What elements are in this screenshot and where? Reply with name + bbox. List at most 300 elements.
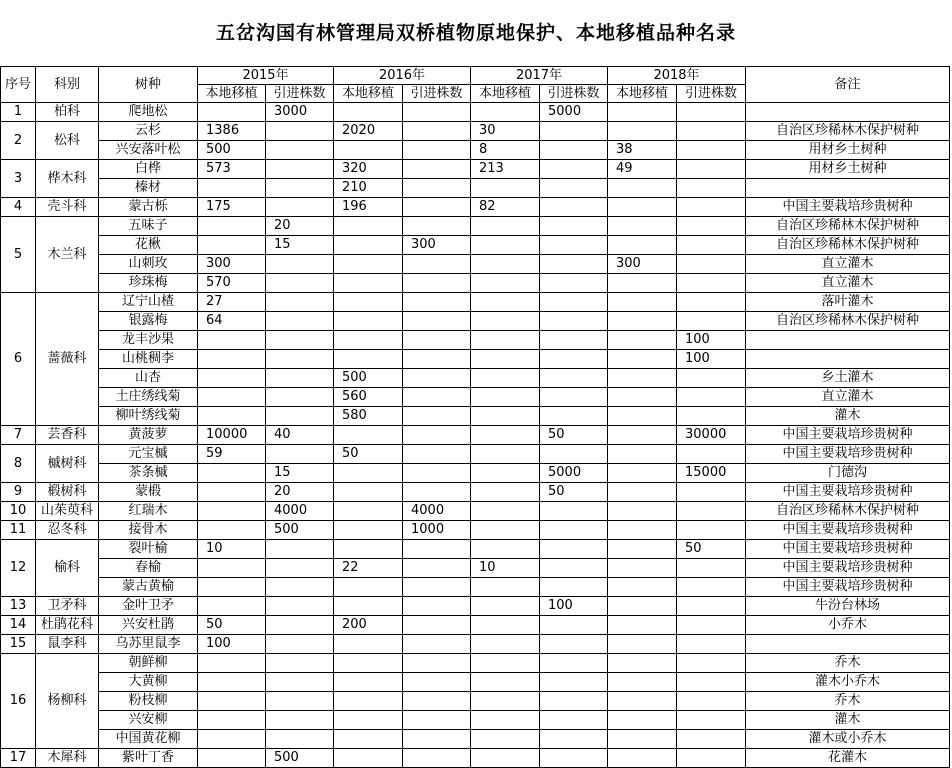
intro-count-cell bbox=[677, 502, 746, 521]
table-row bbox=[1, 483, 950, 502]
intro-count-cell bbox=[677, 673, 746, 692]
species-cell: 中国黄花柳 bbox=[99, 730, 198, 749]
header-year-2015: 2015年 bbox=[198, 67, 334, 85]
seq-cell: 5 bbox=[1, 217, 36, 293]
local-count-cell bbox=[334, 730, 403, 749]
local-count-cell: 500 bbox=[334, 369, 403, 388]
intro-count-cell bbox=[540, 388, 608, 407]
intro-count-cell bbox=[677, 654, 746, 673]
table-row bbox=[1, 711, 950, 730]
local-count-cell: 320 bbox=[334, 160, 403, 179]
family-cell: 槭树科 bbox=[36, 445, 99, 483]
table-row bbox=[1, 122, 950, 141]
local-count-cell bbox=[608, 578, 677, 597]
local-count-cell bbox=[334, 711, 403, 730]
intro-count-cell bbox=[403, 654, 471, 673]
species-cell: 五味子 bbox=[99, 217, 198, 236]
header-intro: 引进株数 bbox=[403, 85, 471, 103]
intro-count-cell bbox=[403, 198, 471, 217]
intro-count-cell bbox=[540, 711, 608, 730]
local-count-cell bbox=[198, 654, 266, 673]
note-cell: 中国主要栽培珍贵树种 bbox=[746, 578, 950, 597]
intro-count-cell bbox=[540, 217, 608, 236]
local-count-cell: 2020 bbox=[334, 122, 403, 141]
note-cell: 门德沟 bbox=[746, 464, 950, 483]
local-count-cell bbox=[608, 464, 677, 483]
header-year-2016: 2016年 bbox=[334, 67, 471, 85]
note-cell: 乔木 bbox=[746, 692, 950, 711]
table-row bbox=[1, 616, 950, 635]
note-cell: 直立灌木 bbox=[746, 388, 950, 407]
intro-count-cell: 100 bbox=[677, 350, 746, 369]
table-row bbox=[1, 179, 950, 198]
intro-count-cell bbox=[266, 635, 334, 654]
local-count-cell bbox=[471, 426, 540, 445]
intro-count-cell bbox=[266, 331, 334, 350]
local-count-cell: 560 bbox=[334, 388, 403, 407]
intro-count-cell bbox=[266, 388, 334, 407]
intro-count-cell bbox=[677, 521, 746, 540]
table-row bbox=[1, 673, 950, 692]
note-cell: 中国主要栽培珍贵树种 bbox=[746, 540, 950, 559]
seq-cell: 4 bbox=[1, 198, 36, 217]
local-count-cell: 10000 bbox=[198, 426, 266, 445]
local-count-cell bbox=[608, 103, 677, 122]
intro-count-cell bbox=[266, 654, 334, 673]
local-count-cell bbox=[334, 103, 403, 122]
intro-count-cell bbox=[403, 274, 471, 293]
local-count-cell bbox=[334, 141, 403, 160]
local-count-cell bbox=[471, 350, 540, 369]
species-cell: 山刺玫 bbox=[99, 255, 198, 274]
table-row bbox=[1, 559, 950, 578]
note-cell: 中国主要栽培珍贵树种 bbox=[746, 521, 950, 540]
intro-count-cell bbox=[540, 502, 608, 521]
table-row bbox=[1, 654, 950, 673]
table-row bbox=[1, 331, 950, 350]
intro-count-cell bbox=[540, 540, 608, 559]
note-cell: 用材乡土树种 bbox=[746, 160, 950, 179]
intro-count-cell: 4000 bbox=[266, 502, 334, 521]
species-cell: 云杉 bbox=[99, 122, 198, 141]
seq-cell: 8 bbox=[1, 445, 36, 483]
local-count-cell bbox=[471, 749, 540, 768]
local-count-cell bbox=[608, 407, 677, 426]
intro-count-cell bbox=[266, 160, 334, 179]
family-cell: 桦木科 bbox=[36, 160, 99, 198]
local-count-cell bbox=[198, 711, 266, 730]
local-count-cell: 64 bbox=[198, 312, 266, 331]
intro-count-cell bbox=[403, 483, 471, 502]
local-count-cell bbox=[198, 673, 266, 692]
intro-count-cell bbox=[266, 350, 334, 369]
intro-count-cell bbox=[540, 730, 608, 749]
species-cell: 茶条槭 bbox=[99, 464, 198, 483]
intro-count-cell bbox=[266, 293, 334, 312]
note-cell: 灌木 bbox=[746, 711, 950, 730]
table-row bbox=[1, 597, 950, 616]
local-count-cell bbox=[608, 122, 677, 141]
header-species: 树种 bbox=[99, 67, 198, 103]
table-body bbox=[1, 67, 950, 768]
family-cell: 忍冬科 bbox=[36, 521, 99, 540]
intro-count-cell bbox=[540, 445, 608, 464]
intro-count-cell bbox=[266, 597, 334, 616]
intro-count-cell bbox=[677, 293, 746, 312]
note-cell: 中国主要栽培珍贵树种 bbox=[746, 198, 950, 217]
local-count-cell bbox=[334, 521, 403, 540]
note-cell: 用材乡土树种 bbox=[746, 141, 950, 160]
local-count-cell bbox=[334, 464, 403, 483]
local-count-cell bbox=[198, 331, 266, 350]
local-count-cell bbox=[198, 407, 266, 426]
intro-count-cell bbox=[266, 122, 334, 141]
species-cell: 辽宁山楂 bbox=[99, 293, 198, 312]
intro-count-cell bbox=[403, 673, 471, 692]
species-cell: 花楸 bbox=[99, 236, 198, 255]
intro-count-cell bbox=[266, 445, 334, 464]
local-count-cell bbox=[608, 635, 677, 654]
note-cell bbox=[746, 331, 950, 350]
table-row bbox=[1, 369, 950, 388]
intro-count-cell bbox=[677, 597, 746, 616]
local-count-cell: 59 bbox=[198, 445, 266, 464]
local-count-cell bbox=[608, 483, 677, 502]
table-row bbox=[1, 255, 950, 274]
intro-count-cell bbox=[266, 407, 334, 426]
local-count-cell bbox=[608, 730, 677, 749]
seq-cell: 2 bbox=[1, 122, 36, 160]
species-cell: 大黄柳 bbox=[99, 673, 198, 692]
local-count-cell bbox=[608, 236, 677, 255]
table-row bbox=[1, 141, 950, 160]
intro-count-cell: 4000 bbox=[403, 502, 471, 521]
species-cell: 元宝槭 bbox=[99, 445, 198, 464]
header-local: 本地移植 bbox=[198, 85, 266, 103]
family-cell: 鼠李科 bbox=[36, 635, 99, 654]
species-cell: 蒙椴 bbox=[99, 483, 198, 502]
species-cell: 紫叶丁香 bbox=[99, 749, 198, 768]
species-cell: 兴安柳 bbox=[99, 711, 198, 730]
intro-count-cell bbox=[677, 255, 746, 274]
intro-count-cell bbox=[540, 122, 608, 141]
intro-count-cell: 500 bbox=[266, 749, 334, 768]
table-row bbox=[1, 464, 950, 483]
intro-count-cell bbox=[266, 673, 334, 692]
local-count-cell: 30 bbox=[471, 122, 540, 141]
local-count-cell: 200 bbox=[334, 616, 403, 635]
header-year-2018: 2018年 bbox=[608, 67, 746, 85]
note-cell bbox=[746, 179, 950, 198]
local-count-cell bbox=[471, 179, 540, 198]
intro-count-cell: 15000 bbox=[677, 464, 746, 483]
species-cell: 粉枝柳 bbox=[99, 692, 198, 711]
seq-cell: 16 bbox=[1, 654, 36, 749]
table-row bbox=[1, 426, 950, 445]
note-cell: 直立灌木 bbox=[746, 274, 950, 293]
intro-count-cell bbox=[266, 692, 334, 711]
table-row bbox=[1, 730, 950, 749]
intro-count-cell bbox=[266, 198, 334, 217]
local-count-cell bbox=[198, 730, 266, 749]
species-cell: 春榆 bbox=[99, 559, 198, 578]
local-count-cell: 50 bbox=[334, 445, 403, 464]
species-cell: 乌苏里鼠李 bbox=[99, 635, 198, 654]
intro-count-cell bbox=[403, 578, 471, 597]
seq-cell: 9 bbox=[1, 483, 36, 502]
header-family: 科别 bbox=[36, 67, 99, 103]
note-cell: 中国主要栽培珍贵树种 bbox=[746, 559, 950, 578]
intro-count-cell bbox=[540, 350, 608, 369]
local-count-cell bbox=[608, 654, 677, 673]
family-cell: 山茱萸科 bbox=[36, 502, 99, 521]
intro-count-cell bbox=[266, 559, 334, 578]
intro-count-cell bbox=[403, 559, 471, 578]
intro-count-cell bbox=[403, 331, 471, 350]
intro-count-cell bbox=[540, 255, 608, 274]
intro-count-cell: 300 bbox=[403, 236, 471, 255]
local-count-cell bbox=[608, 426, 677, 445]
header-year-2017: 2017年 bbox=[471, 67, 608, 85]
local-count-cell bbox=[334, 502, 403, 521]
header-intro: 引进株数 bbox=[266, 85, 334, 103]
intro-count-cell bbox=[266, 711, 334, 730]
local-count-cell bbox=[608, 369, 677, 388]
species-cell: 白桦 bbox=[99, 160, 198, 179]
table-row bbox=[1, 521, 950, 540]
local-count-cell: 27 bbox=[198, 293, 266, 312]
family-cell: 木兰科 bbox=[36, 217, 99, 293]
intro-count-cell bbox=[540, 692, 608, 711]
local-count-cell bbox=[198, 483, 266, 502]
local-count-cell bbox=[471, 673, 540, 692]
intro-count-cell bbox=[266, 540, 334, 559]
local-count-cell bbox=[471, 274, 540, 293]
local-count-cell: 10 bbox=[471, 559, 540, 578]
intro-count-cell: 40 bbox=[266, 426, 334, 445]
local-count-cell bbox=[608, 521, 677, 540]
local-count-cell bbox=[334, 350, 403, 369]
local-count-cell bbox=[471, 521, 540, 540]
local-count-cell bbox=[608, 331, 677, 350]
species-table bbox=[0, 66, 950, 768]
local-count-cell: 100 bbox=[198, 635, 266, 654]
intro-count-cell bbox=[677, 103, 746, 122]
family-cell: 木犀科 bbox=[36, 749, 99, 768]
local-count-cell bbox=[608, 445, 677, 464]
family-cell: 松科 bbox=[36, 122, 99, 160]
local-count-cell bbox=[608, 217, 677, 236]
local-count-cell bbox=[608, 616, 677, 635]
local-count-cell bbox=[471, 293, 540, 312]
seq-cell: 10 bbox=[1, 502, 36, 521]
table-row bbox=[1, 578, 950, 597]
intro-count-cell: 3000 bbox=[266, 103, 334, 122]
intro-count-cell: 30000 bbox=[677, 426, 746, 445]
intro-count-cell bbox=[403, 711, 471, 730]
intro-count-cell bbox=[403, 293, 471, 312]
intro-count-cell bbox=[677, 711, 746, 730]
local-count-cell bbox=[334, 578, 403, 597]
local-count-cell: 210 bbox=[334, 179, 403, 198]
local-count-cell bbox=[471, 369, 540, 388]
intro-count-cell bbox=[677, 407, 746, 426]
local-count-cell bbox=[334, 236, 403, 255]
intro-count-cell bbox=[540, 749, 608, 768]
local-count-cell bbox=[198, 179, 266, 198]
note-cell: 小乔木 bbox=[746, 616, 950, 635]
note-cell: 自治区珍稀林木保护树种 bbox=[746, 217, 950, 236]
species-cell: 黄菠萝 bbox=[99, 426, 198, 445]
local-count-cell bbox=[334, 312, 403, 331]
local-count-cell bbox=[608, 749, 677, 768]
intro-count-cell bbox=[540, 369, 608, 388]
family-cell: 芸香科 bbox=[36, 426, 99, 445]
local-count-cell bbox=[334, 255, 403, 274]
intro-count-cell bbox=[403, 217, 471, 236]
intro-count-cell bbox=[540, 141, 608, 160]
local-count-cell: 22 bbox=[334, 559, 403, 578]
note-cell: 中国主要栽培珍贵树种 bbox=[746, 445, 950, 464]
intro-count-cell bbox=[540, 635, 608, 654]
family-cell: 榆科 bbox=[36, 540, 99, 597]
intro-count-cell bbox=[677, 692, 746, 711]
local-count-cell bbox=[334, 654, 403, 673]
intro-count-cell bbox=[403, 749, 471, 768]
local-count-cell bbox=[334, 635, 403, 654]
species-cell: 柳叶绣线菊 bbox=[99, 407, 198, 426]
intro-count-cell bbox=[403, 350, 471, 369]
intro-count-cell bbox=[677, 217, 746, 236]
local-count-cell bbox=[198, 559, 266, 578]
intro-count-cell bbox=[266, 616, 334, 635]
intro-count-cell bbox=[540, 312, 608, 331]
local-count-cell bbox=[471, 654, 540, 673]
intro-count-cell bbox=[403, 141, 471, 160]
intro-count-cell bbox=[266, 369, 334, 388]
intro-count-cell bbox=[403, 692, 471, 711]
local-count-cell bbox=[334, 293, 403, 312]
table-row bbox=[1, 540, 950, 559]
note-cell: 自治区珍稀林木保护树种 bbox=[746, 502, 950, 521]
intro-count-cell bbox=[266, 730, 334, 749]
local-count-cell: 175 bbox=[198, 198, 266, 217]
note-cell: 乡土灌木 bbox=[746, 369, 950, 388]
note-cell bbox=[746, 103, 950, 122]
local-count-cell: 570 bbox=[198, 274, 266, 293]
family-cell: 杜鹃花科 bbox=[36, 616, 99, 635]
intro-count-cell: 15 bbox=[266, 236, 334, 255]
local-count-cell bbox=[471, 692, 540, 711]
intro-count-cell: 50 bbox=[540, 426, 608, 445]
intro-count-cell bbox=[540, 616, 608, 635]
family-cell: 壳斗科 bbox=[36, 198, 99, 217]
table-row bbox=[1, 312, 950, 331]
intro-count-cell bbox=[677, 578, 746, 597]
intro-count-cell bbox=[403, 445, 471, 464]
intro-count-cell bbox=[677, 141, 746, 160]
local-count-cell: 500 bbox=[198, 141, 266, 160]
local-count-cell: 38 bbox=[608, 141, 677, 160]
local-count-cell bbox=[608, 673, 677, 692]
local-count-cell bbox=[198, 388, 266, 407]
table-row bbox=[1, 445, 950, 464]
intro-count-cell bbox=[677, 369, 746, 388]
note-cell: 乔木 bbox=[746, 654, 950, 673]
intro-count-cell: 100 bbox=[540, 597, 608, 616]
local-count-cell bbox=[334, 749, 403, 768]
table-row bbox=[1, 293, 950, 312]
intro-count-cell bbox=[677, 179, 746, 198]
intro-count-cell bbox=[677, 388, 746, 407]
table-row bbox=[1, 103, 950, 122]
header-local: 本地移植 bbox=[471, 85, 540, 103]
header-intro: 引进株数 bbox=[540, 85, 608, 103]
species-cell: 蒙古黄榆 bbox=[99, 578, 198, 597]
local-count-cell bbox=[608, 559, 677, 578]
intro-count-cell: 20 bbox=[266, 483, 334, 502]
local-count-cell bbox=[334, 217, 403, 236]
local-count-cell bbox=[334, 692, 403, 711]
intro-count-cell bbox=[677, 483, 746, 502]
table-row bbox=[1, 388, 950, 407]
local-count-cell bbox=[334, 331, 403, 350]
local-count-cell bbox=[608, 293, 677, 312]
local-count-cell: 1386 bbox=[198, 122, 266, 141]
local-count-cell bbox=[198, 578, 266, 597]
local-count-cell bbox=[198, 350, 266, 369]
intro-count-cell bbox=[677, 198, 746, 217]
local-count-cell bbox=[334, 673, 403, 692]
intro-count-cell bbox=[266, 255, 334, 274]
intro-count-cell bbox=[677, 122, 746, 141]
local-count-cell: 300 bbox=[198, 255, 266, 274]
local-count-cell bbox=[471, 502, 540, 521]
local-count-cell bbox=[471, 464, 540, 483]
note-cell: 花灌木 bbox=[746, 749, 950, 768]
intro-count-cell bbox=[403, 388, 471, 407]
local-count-cell bbox=[198, 502, 266, 521]
local-count-cell bbox=[608, 198, 677, 217]
note-cell: 中国主要栽培珍贵树种 bbox=[746, 483, 950, 502]
local-count-cell bbox=[471, 730, 540, 749]
local-count-cell: 300 bbox=[608, 255, 677, 274]
intro-count-cell bbox=[677, 635, 746, 654]
local-count-cell bbox=[198, 236, 266, 255]
table-row bbox=[1, 692, 950, 711]
local-count-cell bbox=[198, 103, 266, 122]
local-count-cell bbox=[471, 236, 540, 255]
header-note: 备注 bbox=[746, 67, 950, 103]
local-count-cell bbox=[471, 388, 540, 407]
species-cell: 土庄绣线菊 bbox=[99, 388, 198, 407]
intro-count-cell bbox=[677, 559, 746, 578]
local-count-cell: 10 bbox=[198, 540, 266, 559]
local-count-cell bbox=[471, 331, 540, 350]
local-count-cell bbox=[608, 540, 677, 559]
intro-count-cell bbox=[403, 160, 471, 179]
table-row bbox=[1, 217, 950, 236]
seq-cell: 13 bbox=[1, 597, 36, 616]
local-count-cell bbox=[608, 711, 677, 730]
note-cell: 灌木小乔木 bbox=[746, 673, 950, 692]
intro-count-cell bbox=[266, 312, 334, 331]
local-count-cell bbox=[608, 502, 677, 521]
local-count-cell: 8 bbox=[471, 141, 540, 160]
species-cell: 山杏 bbox=[99, 369, 198, 388]
family-cell: 蔷薇科 bbox=[36, 293, 99, 426]
seq-cell: 12 bbox=[1, 540, 36, 597]
